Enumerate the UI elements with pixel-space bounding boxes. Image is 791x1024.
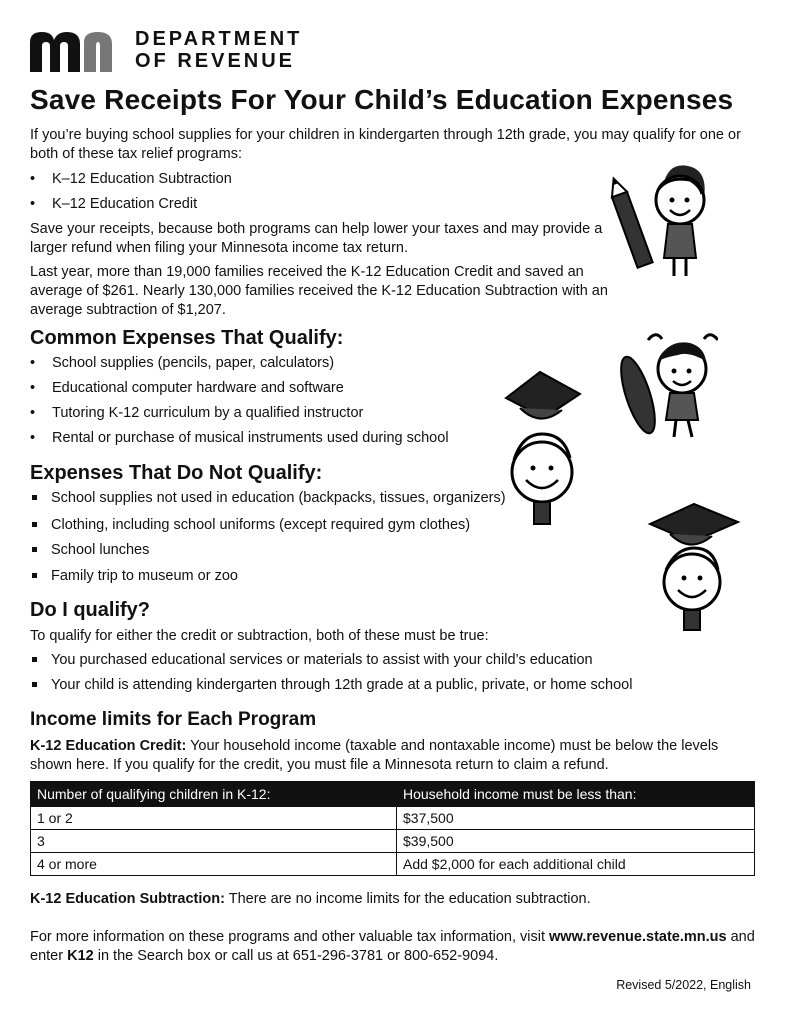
table-row bbox=[31, 807, 755, 830]
stats-text: Last year, more than 19,000 families received the K-12 Education Credit and saved an average of $261. Nearly 130,000 families received the K-12 Education Subtraction with an average subtraction of $1,207. bbox=[30, 264, 608, 318]
list-item: • School supplies (pencils, paper, calculators) bbox=[30, 355, 335, 371]
list-item: School lunches bbox=[30, 541, 149, 560]
search-term: K12 bbox=[67, 948, 94, 964]
subtraction-text: K-12 Education Subtraction: There are no income limits for the education subtraction. bbox=[30, 891, 591, 907]
do-i-qualify-heading: Do I qualify? bbox=[30, 599, 150, 621]
list-item: • K–12 Education Credit bbox=[30, 196, 198, 212]
table-cell: Add $2,000 for each additional child bbox=[397, 853, 755, 876]
graduate-child-small-illustration bbox=[642, 498, 742, 633]
table-header-row bbox=[31, 782, 755, 807]
income-limits-table bbox=[30, 781, 755, 876]
list-item: • Rental or purchase of musical instruments used during school bbox=[30, 430, 449, 446]
table-cell: $37,500 bbox=[397, 807, 755, 830]
brand-name bbox=[135, 28, 302, 72]
table-cell: $39,500 bbox=[397, 830, 755, 853]
brand-line-2: OF REVENUE bbox=[135, 50, 296, 72]
table-cell: 4 or more bbox=[31, 853, 397, 876]
income-heading: Income limits for Each Program bbox=[30, 709, 317, 730]
do-i-qualify-text: To qualify for either the credit or subtraction, both of these must be true: bbox=[30, 628, 489, 644]
table-row bbox=[31, 830, 755, 853]
list-item: You purchased educational services or materials to assist with your child’s education bbox=[30, 651, 593, 670]
more-info-text: For more information on these programs and other valuable tax information, visit www.revenue.state.mn.us and enter K12 in the Search box or call us at 651-296-3781 or 800-652-9094. bbox=[30, 929, 755, 964]
list-item: Clothing, including school uniforms (except required gym clothes) bbox=[30, 516, 470, 535]
revenue-logo bbox=[30, 28, 320, 76]
mn-logo-icon bbox=[30, 30, 126, 72]
table-header: Number of qualifying children in K-12: bbox=[31, 782, 397, 807]
table-cell: 1 or 2 bbox=[31, 807, 397, 830]
not-qualify-heading: Expenses That Do Not Qualify: bbox=[30, 462, 323, 484]
list-item: Your child is attending kindergarten through 12th grade at a public, private, or home school bbox=[30, 676, 632, 695]
table-header: Household income must be less than: bbox=[397, 782, 755, 807]
table-cell: 3 bbox=[31, 830, 397, 853]
credit-text: K-12 Education Credit: Your household income (taxable and nontaxable income) must be below the levels shown here. If you qualify for the credit, you must file a Minnesota return to claim a refund. bbox=[30, 738, 719, 773]
revision-note: Revised 5/2022, English bbox=[616, 978, 751, 992]
list-item: School supplies not used in education (backpacks, tissues, organizers) bbox=[30, 489, 506, 508]
page-title: Save Receipts For Your Child’s Education Expenses bbox=[30, 84, 734, 115]
list-item: • Educational computer hardware and software bbox=[30, 380, 344, 396]
qualify-heading: Common Expenses That Qualify: bbox=[30, 327, 344, 349]
save-receipts-text: Save your receipts, because both programs can help lower your taxes and may provide a larger refund when filing your Minnesota income tax return. bbox=[30, 221, 603, 256]
list-item: • Tutoring K-12 curriculum by a qualified instructor bbox=[30, 405, 364, 421]
child-with-marker-illustration bbox=[618, 325, 718, 445]
credit-label: K-12 Education Credit: bbox=[30, 738, 187, 754]
intro-text: If you’re buying school supplies for your children in kindergarten through 12th grade, you may qualify for one or both of these tax relief programs: bbox=[30, 127, 741, 162]
brand-line-1: DEPARTMENT bbox=[135, 28, 303, 50]
subtraction-label: K-12 Education Subtraction: bbox=[30, 891, 225, 907]
child-with-pencil-illustration bbox=[608, 158, 708, 283]
list-item: Family trip to museum or zoo bbox=[30, 567, 238, 586]
graduate-child-illustration bbox=[500, 368, 585, 530]
table-row bbox=[31, 853, 755, 876]
list-item: • K–12 Education Subtraction bbox=[30, 171, 232, 187]
website-link[interactable]: www.revenue.state.mn.us bbox=[549, 929, 727, 945]
